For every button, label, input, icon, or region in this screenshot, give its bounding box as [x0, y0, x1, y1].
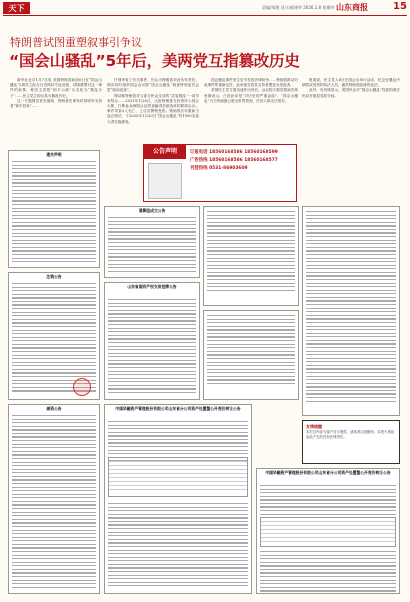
asset-table [260, 517, 396, 547]
reminder-title: 友情提醒 [306, 424, 322, 429]
notice-body [260, 485, 396, 521]
paragraph: 此外，有民调显示，美国民众对“国会山骚乱”性质的看法仍存在明显党派分歧。 [302, 88, 400, 98]
paragraph: 美国民主党方面迅速作出回应。众议院少数党领袖杰弗里斯表示，白宫此举是“对历史的严重歪曲”，“国会山骚乱”当天的画面已被全世界看到，任何人都无法改写。 [204, 88, 298, 103]
notice-body [108, 217, 196, 274]
notice-property-exchange [104, 282, 200, 400]
ad-line-ad-hotline: 广告热线 18560168586 18560168577 [190, 158, 278, 163]
newspaper-brand: 山东商报 [336, 2, 368, 12]
article-headline: “国会山骚乱”5年后，美两党互指篡改历史 [9, 52, 300, 70]
notice-capital-reduction [8, 404, 100, 594]
notice-body [207, 315, 295, 387]
notice-right-mid-1 [203, 206, 299, 306]
article-column-4 [302, 78, 400, 203]
notice-huarong-1 [104, 404, 252, 594]
notice-right-mid-2 [203, 310, 299, 400]
article-column-1 [10, 78, 102, 150]
notice-cancellation [8, 272, 100, 400]
notice-body [260, 551, 396, 594]
paragraph: 报道说，民主党人6日在国会山举行活动，纪念在骚乱中牺牲或受伤的执法人员，谴责特朗普政府的说法。 [302, 78, 400, 88]
notice-title: 山东省国有产权交易挂牌公告 [127, 284, 177, 289]
notice-body [108, 299, 196, 396]
issue-meta: 责编/邹健 设计/郝建华 2026.1.8 星期四 [262, 5, 335, 10]
notice-far-right [302, 206, 400, 416]
notice-title: 中国华融资产管理股份有限公司山东省分公司资产处置暨公开竞价转让公告 [115, 406, 241, 411]
notice-huarong-2 [256, 468, 400, 594]
ad-line-subscribe: 订报电话 18560168586 18560168599 [190, 150, 278, 155]
notice-body [207, 211, 295, 293]
article-kicker: 特朗普试图重塑叙事引争议 [10, 36, 142, 49]
notice-lost [8, 150, 100, 268]
header-rule [3, 15, 407, 16]
paragraph: 国会骚乱事件发生后引发的法律纷争……特朗普推动对此事件的重新定性，此举意在将其支持者塑造为受害者。 [204, 78, 298, 88]
reminder-body: 本栏目内容为客户自行提供，请读者注意甄别，本报不承担由此产生的任何法律责任。 [306, 430, 395, 439]
red-seal [73, 378, 91, 396]
paragraph: 这一专题网页首先强调，特朗普在事发时曾呼吁支持者“和平回家”…… [10, 98, 102, 109]
asset-table [108, 457, 248, 497]
ad-box-title: 公告声明 [144, 145, 186, 159]
notice-title: 减资公告 [46, 406, 62, 411]
notice-title: 中国华融资产管理股份有限公司山东省分公司资产处置暨公开竞价转让公告 [265, 470, 391, 475]
reminder-box [302, 420, 400, 464]
notice-body [108, 503, 248, 589]
notice-middle-top [104, 206, 200, 278]
notice-body [306, 211, 396, 404]
paragraph: 新华社北京1月7日电 美国特朗普政府6日在“国会山骚乱”5周年之际在白宫网站专设页面，试图重塑对这一事件的叙事，称民主党把“和平示威”污名化为“叛乱分子”……民主党立即斥其为篡改历史。 [10, 78, 102, 98]
notice-body [12, 161, 96, 265]
paragraph: 仔细审查了有关事件，仍认为特朗普对此负有责任。网页同时指责国会众议院“国会山骚乱”调查特别委员会是“政治迫害”。 [107, 78, 199, 93]
qr-code-image [148, 163, 182, 199]
notice-body [12, 415, 96, 590]
page-number: 15 [393, 1, 407, 12]
section-tag: 天下 [3, 2, 30, 14]
notice-title: 遗失声明 [46, 152, 62, 157]
notice-title: 清算组成立公告 [138, 208, 166, 213]
paragraph: 网站称特朗普对与部分民众交谈的“武装叛乱”一说早有驳斥……2021年1月6日，大批特朗普支持者冲入国会大厦，打断参众两院认证拜登赢得总统选举的联席会议。事件导致5人死亡、上百名警察受伤。特朗普次年重新当选总统后，于2025年1月20日“国会山骚乱”约1500名参与者实施赦免。 [107, 93, 199, 124]
notice-title: 注销公告 [46, 274, 62, 279]
classified-ad-box [143, 144, 297, 202]
page-header [0, 0, 410, 16]
ad-line-publish: 刊登热线 0531-86903609 [190, 166, 248, 171]
